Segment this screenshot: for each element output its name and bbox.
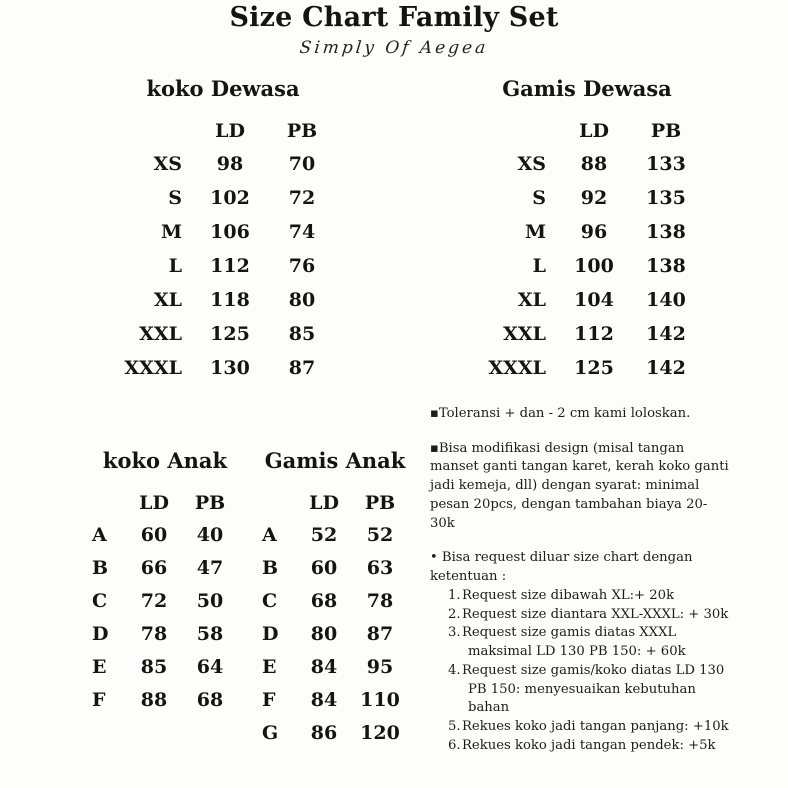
table-row	[108, 317, 338, 351]
cell-ld: 80	[310, 622, 338, 645]
cell-pb: 80	[288, 289, 316, 311]
cell-ld: 86	[310, 721, 338, 744]
cell-size: L	[168, 255, 182, 277]
list-item	[448, 718, 730, 737]
table-row	[92, 683, 238, 716]
list-item-text: Rekues koko jadi tangan panjang: +10k	[462, 719, 729, 735]
cell-ld: 52	[310, 523, 338, 546]
request-conditions-list	[430, 587, 730, 756]
cell-ld: 88	[140, 688, 168, 711]
table-caption: Gamis Anak	[264, 448, 406, 473]
list-item-number: 4.	[448, 662, 461, 678]
table-row	[472, 317, 702, 351]
table-row	[472, 351, 702, 385]
cell-size: A	[262, 523, 277, 546]
cell-size: XXXL	[124, 357, 182, 379]
table-row	[108, 147, 338, 181]
table-row	[472, 249, 702, 283]
cell-size: C	[92, 589, 108, 612]
cell-pb: 52	[366, 523, 394, 546]
column-header-ld: LD	[139, 491, 169, 514]
size-table	[108, 115, 338, 385]
column-header-pb: PB	[194, 491, 226, 514]
cell-size: XL	[153, 289, 182, 311]
column-header-ld: LD	[215, 120, 245, 142]
cell-pb: 70	[288, 153, 316, 175]
list-item	[448, 624, 730, 661]
cell-ld: 106	[210, 221, 250, 243]
cell-ld: 68	[310, 589, 338, 612]
table-caption: Gamis Dewasa	[502, 76, 672, 101]
cell-pb: 87	[366, 622, 394, 645]
cell-pb: 68	[196, 688, 224, 711]
cell-ld: 112	[210, 255, 250, 277]
cell-pb: 133	[646, 153, 686, 175]
cell-ld: 92	[580, 187, 608, 209]
list-item	[448, 662, 730, 718]
cell-pb: 142	[646, 323, 686, 345]
header-corner-blank	[92, 487, 126, 518]
cell-ld: 66	[140, 556, 168, 579]
cell-ld: 130	[210, 357, 250, 379]
list-item-number: 2.	[448, 606, 461, 622]
table-header-row	[108, 115, 338, 147]
bullet-icon: •	[430, 550, 438, 566]
cell-pb: 63	[366, 556, 394, 579]
column-header-ld: LD	[579, 120, 609, 142]
column-header-pb: PB	[364, 491, 396, 514]
list-item-number: 3.	[448, 625, 461, 641]
cell-size: A	[92, 523, 107, 546]
brand-script-subtitle: Simply Of Aegea	[298, 38, 490, 59]
table-row	[262, 551, 408, 584]
cell-size: XS	[517, 153, 546, 175]
cell-size: B	[262, 556, 279, 579]
cell-size: XXXL	[488, 357, 546, 379]
column-header-ld: LD	[309, 491, 339, 514]
table-row	[108, 249, 338, 283]
list-item-continuation: PB 150: menyesuaikan kebutuhan bahan	[468, 681, 696, 716]
header-corner-blank	[108, 115, 194, 147]
note-request	[430, 549, 730, 755]
table-row	[108, 283, 338, 317]
cell-size: S	[532, 187, 546, 209]
cell-pb: 85	[288, 323, 316, 345]
table-row	[92, 584, 238, 617]
notes-section	[430, 405, 730, 755]
note-text: Bisa modifikasi design (misal tangan	[438, 440, 685, 456]
list-item-text: Request size dibawah XL:+ 20k	[462, 587, 675, 603]
cell-size: D	[262, 622, 279, 645]
table-row	[262, 617, 408, 650]
list-item-text: Request size gamis/koko diatas LD 130	[462, 662, 725, 678]
cell-size: D	[92, 622, 109, 645]
table-row	[262, 584, 408, 617]
table-row	[472, 147, 702, 181]
cell-size: XL	[517, 289, 546, 311]
cell-pb: 135	[646, 187, 686, 209]
cell-ld: 72	[140, 589, 168, 612]
page-title: Size Chart Family Set	[229, 2, 559, 33]
cell-ld: 60	[310, 556, 338, 579]
table-row	[262, 650, 408, 683]
cell-ld: 112	[574, 323, 614, 345]
cell-size: S	[168, 187, 182, 209]
cell-size: M	[160, 221, 182, 243]
table-row	[92, 650, 238, 683]
cell-size: C	[262, 589, 278, 612]
header-corner-blank	[262, 487, 296, 518]
note-text: Bisa request diluar size chart dengan	[441, 550, 693, 566]
column-header-pb: PB	[286, 120, 318, 142]
cell-ld: 84	[310, 655, 338, 678]
list-item	[448, 587, 730, 606]
cell-pb: 138	[646, 255, 686, 277]
table-caption: koko Dewasa	[146, 76, 300, 101]
cell-pb: 74	[288, 221, 316, 243]
table-header-row	[472, 115, 702, 147]
table-caption: koko Anak	[102, 448, 228, 473]
note-line	[430, 405, 730, 424]
cell-pb: 76	[288, 255, 316, 277]
cell-size: B	[92, 556, 109, 579]
table-gamis-anak	[262, 448, 408, 749]
bullet-icon: ▪	[430, 440, 439, 456]
list-item	[448, 737, 730, 756]
cell-ld: 96	[580, 221, 608, 243]
cell-size: F	[262, 688, 276, 711]
table-row	[92, 551, 238, 584]
size-table	[92, 487, 238, 716]
note-text: Toleransi + dan - 2 cm kami loloskan.	[438, 406, 691, 421]
table-row	[108, 181, 338, 215]
list-item-text: Request size gamis diatas XXXL	[462, 625, 677, 641]
cell-ld: 104	[574, 289, 614, 311]
cell-size: M	[524, 221, 546, 243]
header-corner-blank	[472, 115, 558, 147]
cell-ld: 60	[140, 523, 168, 546]
cell-pb: 110	[360, 688, 400, 711]
table-header-row	[262, 487, 408, 518]
note-text: ketentuan :	[430, 569, 507, 585]
cell-ld: 125	[210, 323, 250, 345]
cell-size: XXL	[139, 323, 182, 345]
cell-pb: 64	[196, 655, 224, 678]
list-item	[448, 606, 730, 625]
cell-size: XS	[153, 153, 182, 175]
cell-pb: 87	[288, 357, 316, 379]
list-item-number: 1.	[448, 587, 461, 603]
table-row	[92, 518, 238, 551]
list-item-continuation: maksimal LD 130 PB 150: + 60k	[468, 644, 686, 660]
table-row	[262, 716, 408, 749]
cell-pb: 50	[196, 589, 224, 612]
header-block	[0, 2, 788, 58]
list-item-text: Request size diantara XXL-XXXL: + 30k	[462, 606, 729, 622]
cell-pb: 40	[196, 523, 224, 546]
cell-ld: 118	[210, 289, 250, 311]
cell-pb: 47	[196, 556, 224, 579]
table-row	[472, 215, 702, 249]
cell-pb: 140	[646, 289, 686, 311]
table-row	[262, 518, 408, 551]
cell-ld: 100	[574, 255, 614, 277]
table-koko-anak	[92, 448, 238, 716]
cell-pb: 142	[646, 357, 686, 379]
list-item-number: 5.	[448, 719, 461, 735]
size-table	[472, 115, 702, 385]
table-row	[262, 683, 408, 716]
cell-pb: 120	[360, 721, 400, 744]
cell-ld: 78	[140, 622, 168, 645]
cell-ld: 98	[216, 153, 244, 175]
cell-size: G	[262, 721, 279, 744]
table-row	[92, 617, 238, 650]
note-line	[430, 549, 730, 568]
cell-ld: 125	[574, 357, 614, 379]
list-item-text: Rekues koko jadi tangan pendek: +5k	[462, 737, 716, 753]
cell-pb: 78	[366, 589, 394, 612]
cell-size: E	[92, 655, 107, 678]
note-modification	[430, 440, 730, 534]
column-header-pb: PB	[650, 120, 682, 142]
cell-ld: 88	[580, 153, 608, 175]
note-text: manset ganti tangan karet, kerah koko ganti	[430, 459, 729, 475]
table-row	[108, 351, 338, 385]
cell-size: XXL	[503, 323, 546, 345]
bullet-icon: ▪	[430, 406, 439, 421]
note-line	[430, 440, 730, 459]
cell-pb: 95	[366, 655, 394, 678]
cell-pb: 138	[646, 221, 686, 243]
cell-size: L	[532, 255, 546, 277]
note-text: jadi kemeja, dll) dengan syarat: minimal	[430, 478, 700, 494]
cell-size: E	[262, 655, 277, 678]
cell-ld: 102	[210, 187, 250, 209]
table-row	[472, 283, 702, 317]
cell-ld: 85	[140, 655, 168, 678]
cell-size: F	[92, 688, 106, 711]
list-item-number: 6.	[448, 737, 461, 753]
note-tolerance	[430, 405, 730, 424]
table-header-row	[92, 487, 238, 518]
size-table	[262, 487, 408, 749]
table-row	[108, 215, 338, 249]
table-gamis-dewasa	[472, 76, 702, 385]
table-row	[472, 181, 702, 215]
cell-pb: 58	[196, 622, 224, 645]
cell-pb: 72	[288, 187, 316, 209]
note-text: pesan 20pcs, dengan tambahan biaya 20-30k	[430, 496, 708, 531]
table-koko-dewasa	[108, 76, 338, 385]
cell-ld: 84	[310, 688, 338, 711]
